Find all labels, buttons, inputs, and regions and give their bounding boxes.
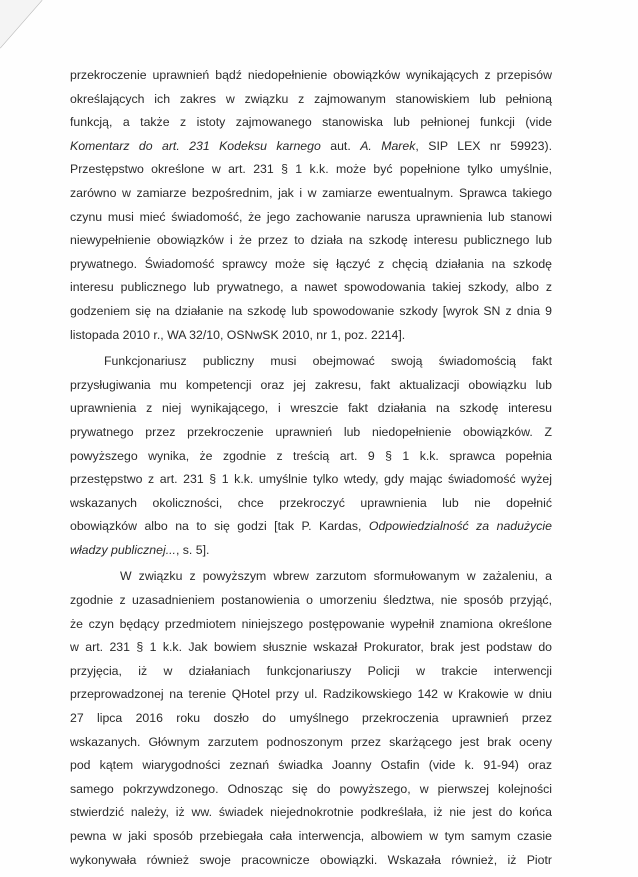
text-line: przestępstwo z art. 231 § 1 k.k. umyślnie tylko wtedy, gdy mając świadomość wyżej [70, 472, 552, 487]
text-line: Przestępstwo określone w art. 231 § 1 k.k. może być popełnione tylko umyślnie, [70, 162, 552, 177]
text-line: interesu publicznego lub prywatnego, a nawet spowodowania takiej szkody, albo z [70, 280, 552, 295]
text-line: wskazanych okoliczności, chce przekroczyć uprawnienia lub nie dopełnić [70, 495, 552, 510]
commentary-author: A. Marek [360, 138, 416, 153]
text-line: pewna w jaki sposób przebiegała cała interwencja, albowiem w tym samym czasie [70, 829, 552, 843]
text-line: przeprowadzonej na terenie QHotel przy ul. Radzikowskiego 142 w Krakowie w dniu [70, 687, 552, 702]
text-line: listopada 2010 r., WA 32/10, OSNwSK 2010, nr 1, poz. 2214]. [70, 327, 406, 342]
text-line: że czyn będący przedmiotem niniejszego postępowanie wypełnił znamiona określone [70, 616, 552, 631]
text-line: zarówno w zamiarze bezpośrednim, jak i w zamiarze ewentualnym. Sprawca takiego [70, 185, 552, 200]
text-line: niewypełnienie obowiązków i że przez to działa na szkodę interesu publicznego lub [70, 233, 552, 248]
text-line: przyjęcia, iż w działaniach funkcjonariuszy Policji w trakcie interwencji [70, 663, 552, 678]
text-line: wskazanych. Głównym zarzutem podnoszonym przez skarżącego jest brak oceny [70, 734, 552, 749]
cited-work-title: Odpowiedzialność za nadużycie [368, 519, 552, 534]
text-line: pod kątem wiarygodności zeznań świadka Joanny Ostafin (vide k. 91-94) oraz [70, 758, 552, 773]
paragraph-3 [70, 565, 552, 872]
paragraph-1 [70, 64, 552, 347]
commentary-title: Komentarz do art. 231 Kodeksu karnego [70, 138, 321, 153]
text-line: przysługiwania mu kompetencji oraz jej zakresu, fakt aktualizacji obowiązku lub [70, 377, 552, 392]
document-body [70, 64, 552, 872]
text-line-italic-citation: obowiązków albo na to się godzi [tak P. Kardas, Odpowiedzialność za nadużycie [70, 519, 552, 534]
cited-work-title-cont: władzy publicznej... [70, 542, 176, 557]
text-line: przekroczenie uprawnień bądź niedopełnienie obowiązków wynikających z przepisów [70, 68, 552, 82]
text-line: samego pokrzywdzonego. Odnosząc się do powyższego, w pierwszej kolejności [70, 781, 552, 796]
text-line: funkcją, a także z istoty zajmowanego stanowiska lub pełnionej funkcji (vide [70, 115, 552, 130]
text-line: w art. 231 § 1 k.k. Jak bowiem słusznie wskazał Prokurator, brak jest podstaw do [70, 640, 552, 655]
text-line: powyższego wynika, że zgodnie z treścią art. 9 § 1 k.k. sprawca popełnia [70, 448, 552, 463]
text-line-italic-citation: władzy publicznej..., s. 5]. [70, 542, 210, 557]
folded-corner-mark [0, 0, 70, 60]
text-line: prywatnego. Świadomość sprawcy może się łączyć z chęcią działania na szkodę [70, 256, 552, 271]
text-line: czynu musi mieć świadomość, że jego zachowanie narusza uprawnienia lub stanowi [70, 209, 552, 224]
paragraph-2 [70, 350, 552, 562]
text-line: określających ich zakres w związku z zajmowanym stanowiskiem lub pełnioną [70, 91, 552, 106]
text-line: W związku z powyższym wbrew zarzutom sformułowanym w zażaleniu, a [120, 569, 552, 584]
text-line: wykonywała również swoje pracownicze obowiązki. Wskazała również, iż Piotr [70, 852, 552, 867]
text-line: uprawnienia z niej wynikającego, i wreszcie fakt działania na szkodę interesu [70, 401, 552, 416]
text-line: stwierdzić należy, iż ww. świadek niejednokrotnie podkreślała, iż nie jest do końca [70, 805, 552, 820]
text-line: godzeniem się na działanie na szkodę lub spowodowanie szkody [wyrok SN z dnia 9 [70, 303, 552, 318]
text-line: zgodnie z uzasadnieniem postanowienia o umorzeniu śledztwa, nie sposób przyjąć, [70, 593, 552, 608]
text-line: prywatnego przez przekroczenie uprawnień lub niedopełnienie obowiązków. Z [70, 424, 552, 439]
text-line: 27 lipca 2016 roku doszło do umyślnego przekroczenia uprawnień przez [70, 711, 552, 726]
text-line: Funkcjonariusz publiczny musi obejmować swoją świadomością fakt [104, 354, 552, 369]
text-line-italic-citation: Komentarz do art. 231 Kodeksu karnego aut. A. Marek, SIP LEX nr 59923). [70, 138, 552, 153]
